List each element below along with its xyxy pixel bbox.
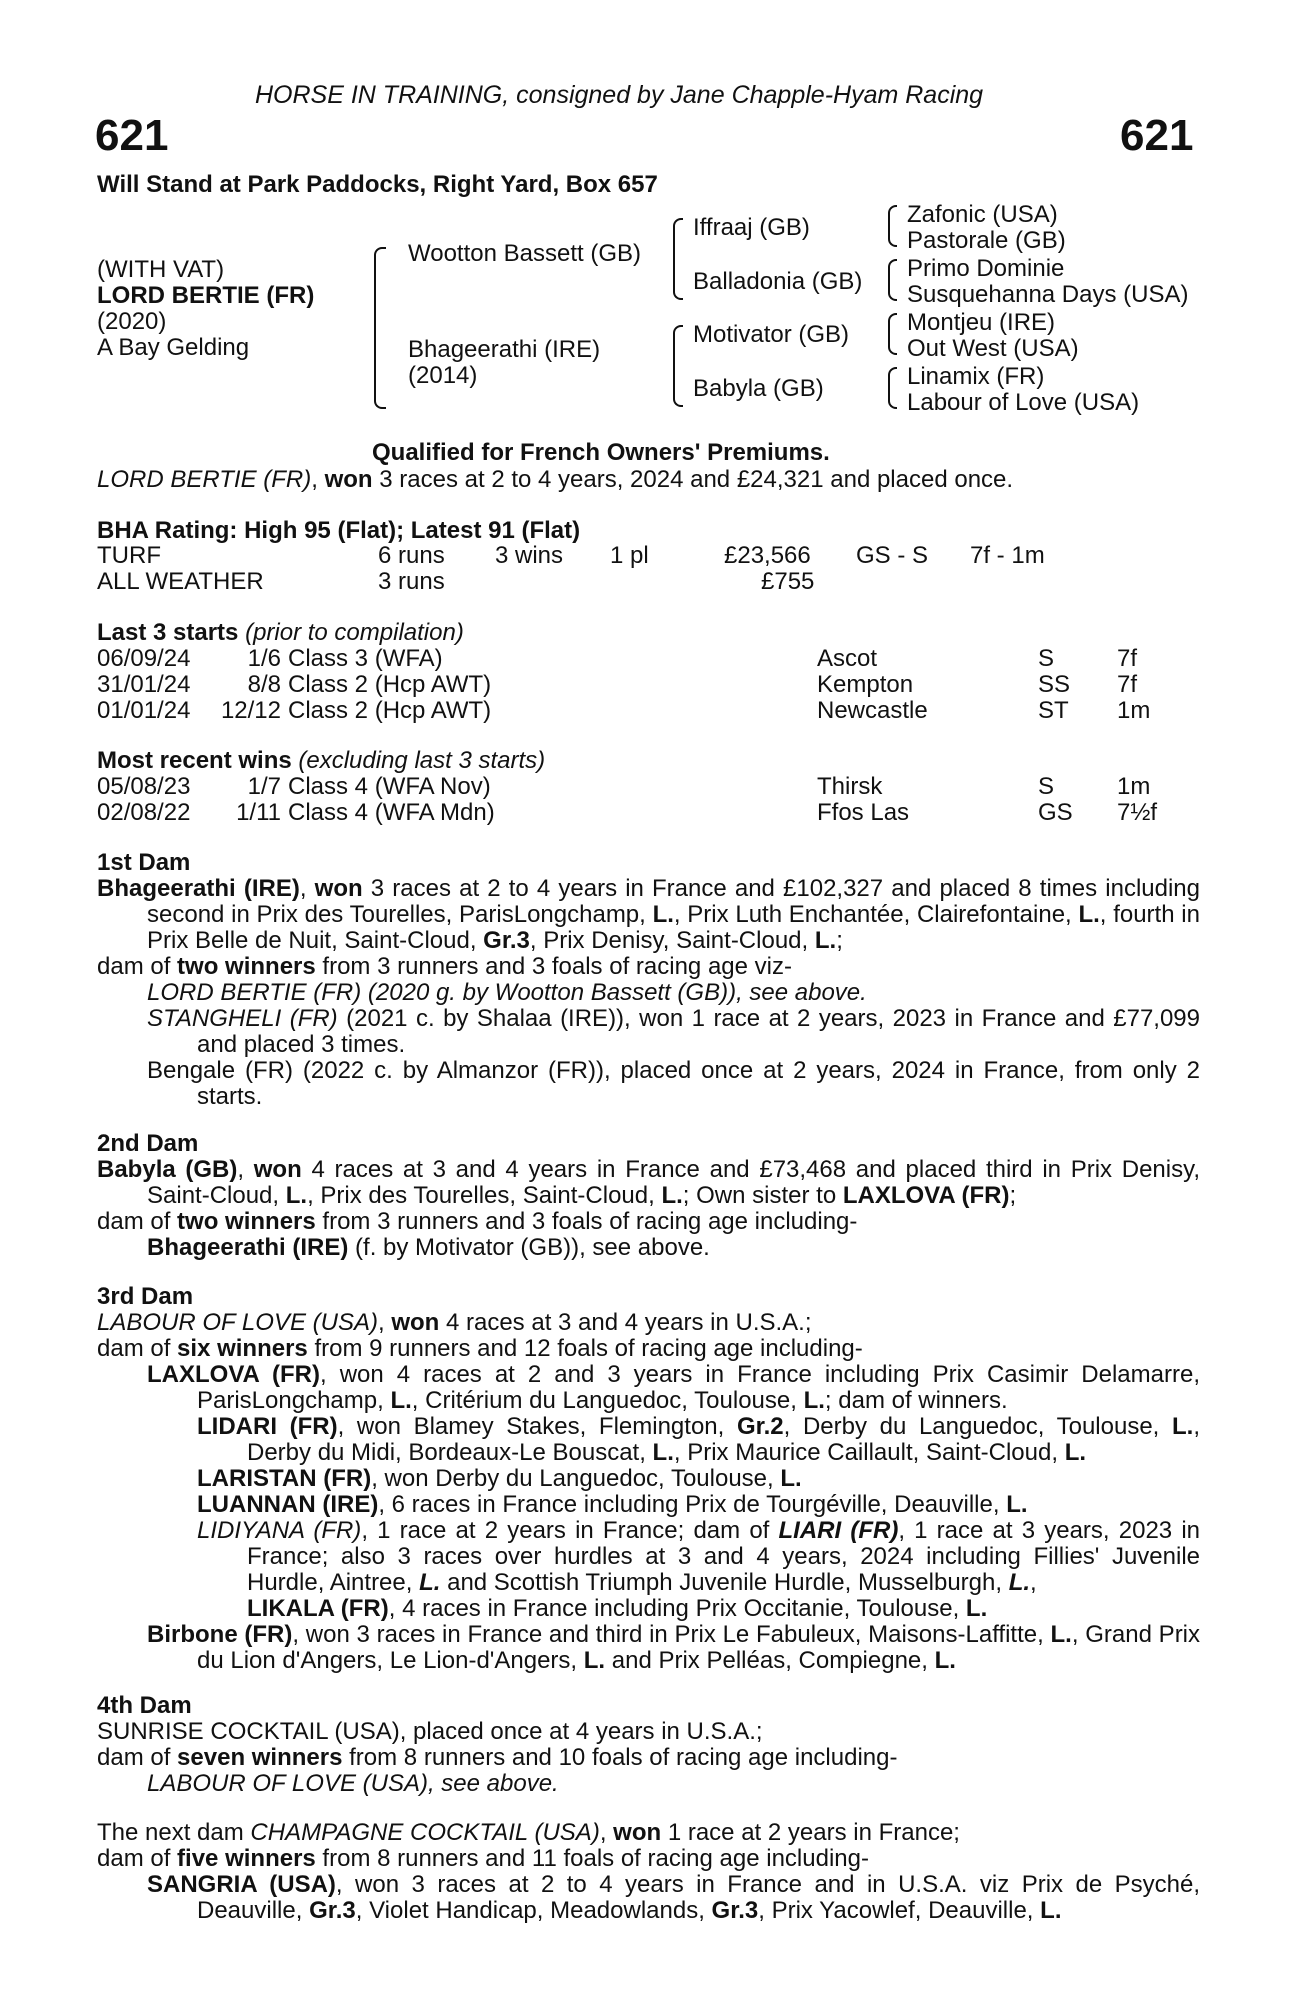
pedigree-dam-year: (2014): [408, 362, 478, 389]
race-distance: 1m: [1117, 697, 1151, 724]
race-position: 1/6: [247, 645, 281, 672]
prize-money: £755: [761, 568, 815, 595]
stable-location: Will Stand at Park Paddocks, Right Yard, Box 657: [97, 171, 658, 198]
summary-horse-name: LORD BERTIE (FR): [97, 466, 312, 493]
pedigree-sire-sire: Iffraaj (GB): [693, 214, 810, 241]
lot-number-right: 621: [1120, 111, 1194, 160]
pedigree-ggp-2: Pastorale (GB): [907, 227, 1066, 254]
section-title: 4th Dam: [97, 1692, 192, 1719]
first-dam-section: [97, 850, 1200, 1110]
pedigree-brace-sire: [673, 218, 683, 300]
race-going: S: [1038, 645, 1055, 672]
race-position: 8/8: [247, 671, 281, 698]
produce-summary: dam of six winners from 9 runners and 12 foals of racing age including-: [97, 1335, 863, 1362]
surface: ALL WEATHER: [97, 568, 264, 595]
race-distance: 1m: [1117, 773, 1151, 800]
wins: 3 wins: [495, 542, 564, 569]
pedigree-brace-ggp2: [888, 259, 897, 301]
produce-entry: LORD BERTIE (FR) (2020 g. by Wootton Bassett (GB)), see above.: [147, 979, 867, 1006]
pedigree-dam-sire: Motivator (GB): [693, 321, 850, 348]
vat-status: (WITH VAT): [97, 256, 225, 283]
produce-entry: Birbone (FR), won 3 races in France and third in Prix Le Fabuleux, Maisons-Laffitte, L., Grand Prix du Lion d'Angers, Le Lion-d'Angers, L. and Prix Pelléas, Compiegne, L.: [147, 1621, 1201, 1674]
race-course: Ffos Las: [817, 799, 910, 826]
section-title: 3rd Dam: [97, 1283, 194, 1310]
pedigree-dam-dam: Babyla (GB): [693, 375, 824, 402]
produce-entry: Bhageerathi (IRE) (f. by Motivator (GB)), see above.: [147, 1234, 710, 1261]
produce-summary: dam of two winners from 3 runners and 3 foals of racing age including-: [97, 1208, 858, 1235]
race-course: Ascot: [817, 645, 878, 672]
pedigree-brace-ggp4: [888, 367, 897, 409]
distance: 7f - 1m: [970, 542, 1045, 569]
runs: 6 runs: [378, 542, 445, 569]
produce-entry: STANGHELI (FR) (2021 c. by Shalaa (IRE)), won 1 race at 2 years, 2023 in France and £77,099 and placed 3 times.: [147, 1005, 1200, 1058]
catalogue-header: HORSE IN TRAINING, consigned by Jane Chapple-Hyam Racing: [255, 81, 984, 109]
race-class: Class 4 (WFA Nov): [288, 773, 491, 800]
produce-entry: LABOUR OF LOVE (USA), see above.: [147, 1770, 559, 1797]
recent-title: Most recent wins: [97, 747, 292, 774]
race-going: S: [1038, 773, 1055, 800]
race-course: Thirsk: [817, 773, 883, 800]
race-position: 12/12: [220, 697, 281, 724]
race-going: ST: [1038, 697, 1069, 724]
dam-record: Babyla (GB), won 4 races at 3 and 4 years in France and £73,468 and placed third in Prix Denisy, Saint-Cloud, L., Prix des Tourelles, Saint-Cloud, L.; Own sister to LAXLOVA (FR);: [97, 1156, 1200, 1209]
race-distance: 7f: [1117, 671, 1138, 698]
race-class: Class 3 (WFA): [288, 645, 443, 672]
race-position: 1/7: [247, 773, 281, 800]
last3-heading: [97, 620, 464, 646]
pedigree-ggp-7: Linamix (FR): [907, 363, 1045, 390]
pedigree-sire-dam: Balladonia (GB): [693, 268, 863, 295]
lot-number-left: 621: [95, 111, 169, 160]
horse-description: A Bay Gelding: [97, 334, 250, 361]
race-date: 02/08/22: [97, 799, 191, 826]
second-dam-section: [97, 1131, 1200, 1261]
race-going: GS: [1038, 799, 1073, 826]
last3-title: Last 3 starts: [97, 619, 239, 646]
race-date: 05/08/23: [97, 773, 191, 800]
produce-entry: LAXLOVA (FR), won 4 races at 2 and 3 years in France including Prix Casimir Delamarre, ParisLongchamp, L., Critérium du Languedoc, Toulouse, L.; dam of winners.: [147, 1361, 1200, 1414]
race-class: Class 2 (Hcp AWT): [288, 671, 492, 698]
third-dam-section: [97, 1284, 1200, 1674]
race-distance: 7f: [1117, 645, 1138, 672]
going: GS - S: [856, 542, 929, 569]
pedigree-sire: Wootton Bassett (GB): [408, 240, 641, 267]
horse-name: LORD BERTIE (FR): [97, 282, 315, 309]
last3-note: (prior to compilation): [238, 619, 464, 646]
runs: 3 runs: [378, 568, 445, 595]
recent-note: (excluding last 3 starts): [291, 747, 546, 774]
fourth-dam-section: [97, 1693, 1200, 1797]
dam-record: Bhageerathi (IRE), won 3 races at 2 to 4 years in France and £102,327 and placed 8 times including second in Prix des Tourelles, ParisLongchamp, L., Prix Luth Enchantée, Clairefontaine, L., fourth in Prix Belle de Nuit, Saint-Cloud, Gr.3, Prix Denisy, Saint-Cloud, L.;: [97, 875, 1200, 954]
dam-record: LABOUR OF LOVE (USA), won 4 races at 3 and 4 years in U.S.A.;: [97, 1309, 812, 1336]
pedigree-ggp-1: Zafonic (USA): [907, 201, 1058, 228]
summary-text: 3 races at 2 to 4 years, 2024 and £24,321 and placed once.: [372, 466, 1014, 493]
pedigree-dam: Bhageerathi (IRE): [408, 336, 601, 363]
produce-entry: SANGRIA (USA), won 3 races at 2 to 4 years in France and in U.S.A. viz Prix de Psyché, Deauville, Gr.3, Violet Handicap, Meadowlands, Gr.3, Prix Yacowlef, Deauville, L.: [147, 1871, 1200, 1924]
race-summary: LORD BERTIE (FR), won 3 races at 2 to 4 years, 2024 and £24,321 and placed once.: [97, 466, 1014, 493]
next-dam-section: [97, 1820, 1200, 1924]
race-distance: 7½f: [1117, 799, 1158, 826]
race-going: SS: [1038, 671, 1071, 698]
produce-entry: LIDIYANA (FR), 1 race at 2 years in France; dam of LIARI (FR), 1 race at 3 years, 2023 in France; also 3 races over hurdles at 3 and 4 years, 2024 including Fillies' Juvenile Hurdle, Aintree, L. and Scottish Triumph Juvenile Hurdle, Musselburgh, L.,: [197, 1517, 1201, 1596]
recent-heading: [97, 748, 545, 774]
pedigree-brace-main: [374, 247, 386, 409]
pedigree-ggp-4: Susquehanna Days (USA): [907, 281, 1189, 308]
race-class: Class 2 (Hcp AWT): [288, 697, 492, 724]
produce-entry: Bengale (FR) (2022 c. by Almanzor (FR)), placed once at 2 years, 2024 in France, from only 2 starts.: [147, 1057, 1200, 1110]
pedigree-ggp-8: Labour of Love (USA): [907, 389, 1140, 416]
pedigree-ggp-6: Out West (USA): [907, 335, 1079, 362]
surface: TURF: [97, 542, 161, 569]
pedigree-brace-ggp3: [888, 313, 897, 355]
pedigree-ggp-3: Primo Dominie: [907, 255, 1065, 282]
section-title: 1st Dam: [97, 849, 191, 876]
produce-entry: LIKALA (FR), 4 races in France including Prix Occitanie, Toulouse, L.: [247, 1595, 988, 1622]
produce-summary: dam of two winners from 3 runners and 3 foals of racing age viz-: [97, 953, 792, 980]
pedigree-ggp-5: Montjeu (IRE): [907, 309, 1056, 336]
prize-money: £23,566: [724, 542, 811, 569]
placings: 1 pl: [610, 542, 649, 569]
race-position: 1/11: [236, 799, 281, 826]
produce-summary: dam of seven winners from 8 runners and 10 foals of racing age including-: [97, 1744, 898, 1771]
race-date: 01/01/24: [97, 697, 191, 724]
dam-record: SUNRISE COCKTAIL (USA), placed once at 4 years in U.S.A.;: [97, 1718, 763, 1745]
premiums-note: Qualified for French Owners' Premiums.: [372, 439, 830, 466]
bha-rating: BHA Rating: High 95 (Flat); Latest 91 (Flat): [97, 517, 581, 544]
pedigree-brace-dam: [673, 325, 683, 407]
section-title: 2nd Dam: [97, 1130, 199, 1157]
pedigree-brace-ggp1: [888, 205, 897, 247]
race-course: Newcastle: [817, 697, 928, 724]
race-course: Kempton: [817, 671, 914, 698]
race-date: 31/01/24: [97, 671, 191, 698]
produce-summary: dam of five winners from 8 runners and 11 foals of racing age including-: [97, 1845, 869, 1872]
dam-record: The next dam CHAMPAGNE COCKTAIL (USA), won 1 race at 2 years in France;: [97, 1819, 960, 1846]
foaling-year: (2020): [97, 308, 167, 335]
summary-won: won: [324, 466, 373, 493]
produce-entry: LUANNAN (IRE), 6 races in France including Prix de Tourgéville, Deauville, L.: [197, 1491, 1028, 1518]
produce-entry: LIDARI (FR), won Blamey Stakes, Flemington, Gr.2, Derby du Languedoc, Toulouse, L., Derby du Midi, Bordeaux-Le Bouscat, L., Prix Maurice Caillault, Saint-Cloud, L.: [197, 1413, 1200, 1466]
race-class: Class 4 (WFA Mdn): [288, 799, 495, 826]
race-date: 06/09/24: [97, 645, 191, 672]
produce-entry: LARISTAN (FR), won Derby du Languedoc, Toulouse, L.: [197, 1465, 802, 1492]
